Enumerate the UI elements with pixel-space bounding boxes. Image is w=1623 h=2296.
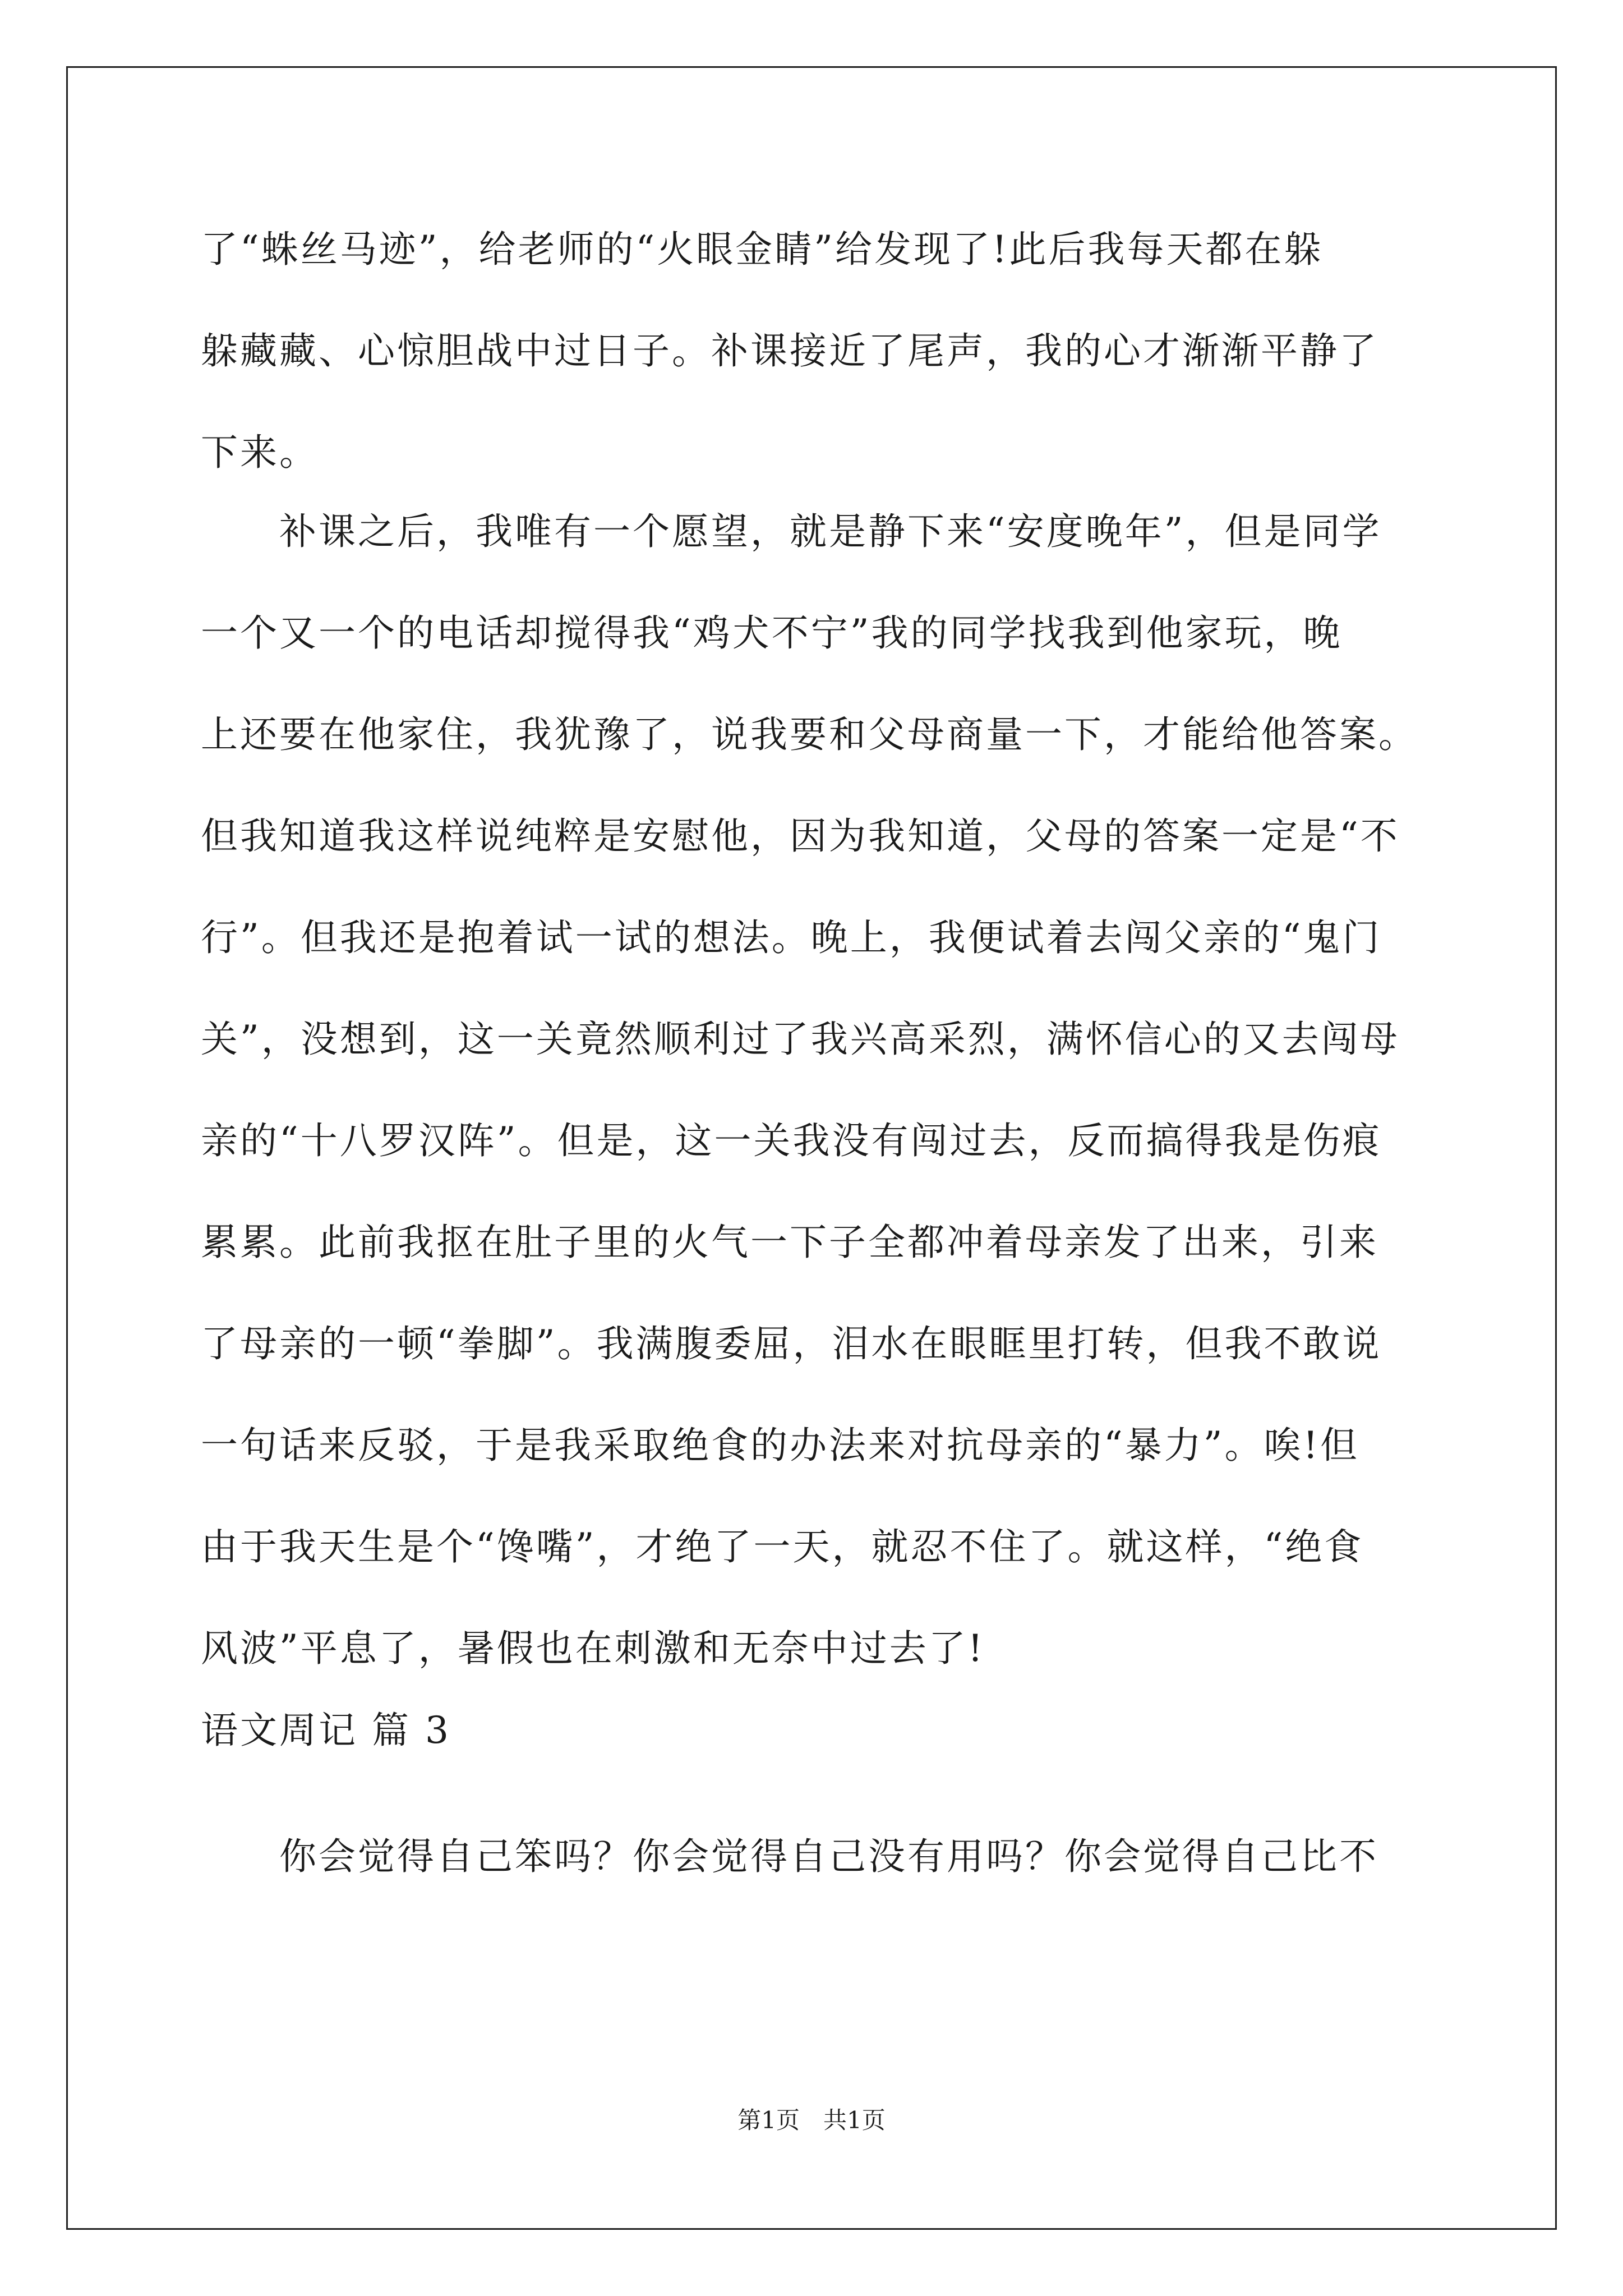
text-line: 风波”平息了，暑假也在刺激和无奈中过去了! [201,1627,985,1670]
page-number: 第1页 共1页 [737,2106,886,2134]
text-line: 关”，没想到，这一关竟然顺利过了我兴高采烈，满怀信心的又去闯母 [201,1018,1400,1061]
text-line: 一个又一个的电话却搅得我“鸡犬不宁”我的同学找我到他家玩，晚 [201,611,1343,655]
text-line: 上还要在他家住，我犹豫了，说我要和父母商量一下，才能给他答案。 [201,713,1418,756]
text-line: 你会觉得自己笨吗？你会觉得自己没有用吗？你会觉得自己比不 [201,1835,1378,1878]
text-line: 了母亲的一顿“拳脚”。我满腹委屈，泪水在眼眶里打转，但我不敢说 [201,1322,1382,1365]
text-line: 了“蛛丝马迹”，给老师的“火眼金睛”给发现了!此后我每天都在躲 [201,228,1324,271]
text-line: 一句话来反驳，于是我采取绝食的办法来对抗母亲的“暴力”。唉!但 [201,1424,1360,1467]
section-heading: 语文周记 篇 3 [201,1709,451,1752]
text-line: 由于我天生是个“馋嘴”，才绝了一天，就忍不住了。就这样，“绝食 [201,1525,1364,1568]
text-line: 但我知道我这样说纯粹是安慰他，因为我知道，父母的答案一定是“不 [201,815,1400,858]
text-line: 亲的“十八罗汉阵”。但是，这一关我没有闯过去，反而搞得我是伤痕 [201,1119,1382,1162]
text-line: 行”。但我还是抱着试一试的想法。晚上，我便试着去闯父亲的“鬼门 [201,916,1382,959]
text-line: 躲藏藏、心惊胆战中过日子。补课接近了尾声，我的心才渐渐平静了 [201,329,1378,372]
text-line: 累累。此前我抠在肚子里的火气一下子全都冲着母亲发了出来，引来 [201,1221,1378,1264]
text-line: 下来。 [201,431,319,474]
text-line: 补课之后，我唯有一个愿望，就是静下来“安度晚年”，但是同学 [201,510,1382,553]
